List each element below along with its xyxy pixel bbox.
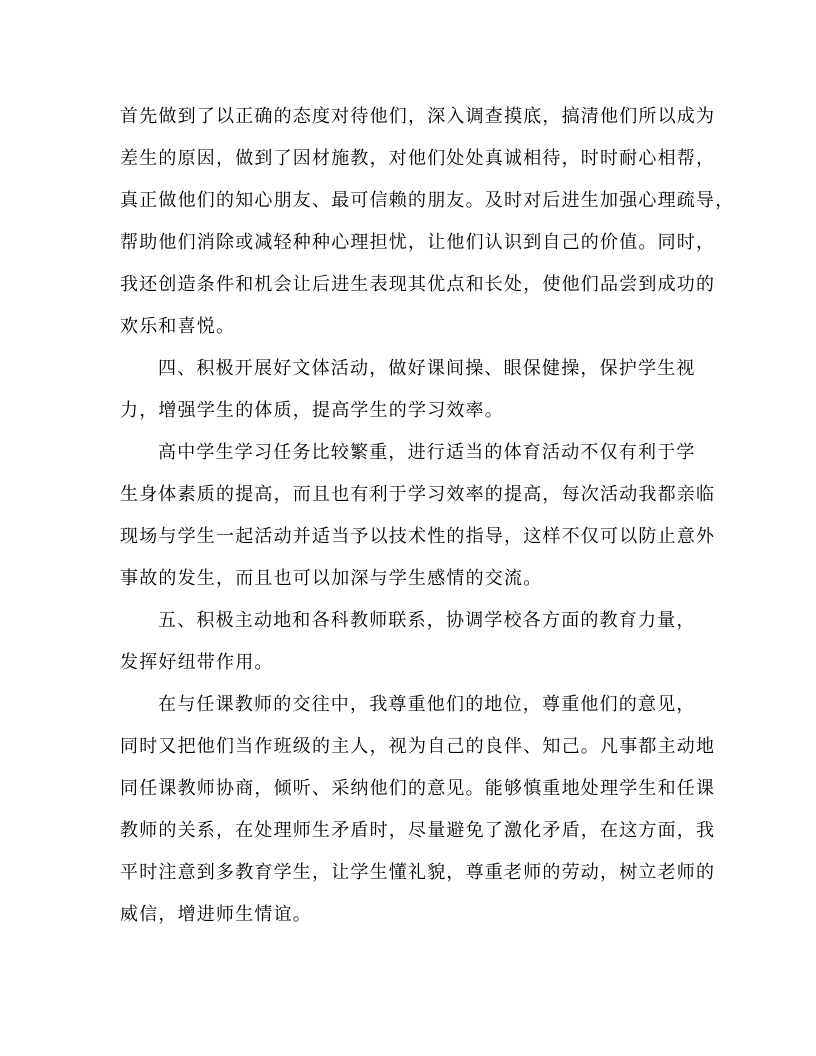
text-line: 教师的关系，在处理师生矛盾时，尽量避免了激化矛盾，在这方面，我 <box>120 820 716 841</box>
text-line: 高中学生学习任务比较繁重，进行适当的体育活动不仅有利于学 <box>158 442 696 463</box>
text-line: 真正做他们的知心朋友、最可信赖的朋友。及时对后进生加强心理疏导， <box>120 190 735 211</box>
text-line: 生身体素质的提高，而且也有利于学习效率的提高，每次活动我都亲临 <box>120 484 716 505</box>
text-line: 同时又把他们当作班级的主人，视为自己的良伴、知己。凡事都主动地 <box>120 736 716 757</box>
text-line: 差生的原因，做到了因材施教，对他们处处真诚相待，时时耐心相帮， <box>120 148 716 169</box>
paragraph-5 <box>120 684 716 936</box>
text-line: 帮助他们消除或减轻种种心理担忧，让他们认识到自己的价值。同时， <box>120 232 716 253</box>
text-line: 事故的发生，而且也可以加深与学生感情的交流。 <box>120 568 543 589</box>
text-line: 欢乐和喜悦。 <box>120 316 236 337</box>
paragraph-1 <box>120 96 735 348</box>
text-line: 首先做到了以正确的态度对待他们，深入调查摸底，搞清他们所以成为 <box>120 106 716 127</box>
paragraph-3 <box>120 432 716 600</box>
text-line: 五、积极主动地和各科教师联系，协调学校各方面的教育力量， <box>158 610 696 631</box>
section-heading-4 <box>120 348 698 432</box>
text-line: 同任课教师协商，倾听、采纳他们的意见。能够慎重地处理学生和任课 <box>120 778 716 799</box>
section-heading-5 <box>120 600 698 684</box>
text-line: 我还创造条件和机会让后进生表现其优点和长处，使他们品尝到成功的 <box>120 274 716 295</box>
text-line: 在与任课教师的交往中，我尊重他们的地位，尊重他们的意见， <box>158 694 696 715</box>
text-line: 现场与学生一起活动并适当予以技术性的指导，这样不仅可以防止意外 <box>120 526 716 547</box>
document-page <box>120 96 735 936</box>
text-line: 发挥好纽带作用。 <box>120 652 274 673</box>
text-line: 威信，增进师生情谊。 <box>120 904 312 925</box>
text-line: 力，增强学生的体质，提高学生的学习效率。 <box>120 400 504 421</box>
text-line: 平时注意到多教育学生，让学生懂礼貌，尊重老师的劳动，树立老师的 <box>120 862 716 883</box>
text-line: 四、积极开展好文体活动，做好课间操、眼保健操，保护学生视 <box>158 358 696 379</box>
